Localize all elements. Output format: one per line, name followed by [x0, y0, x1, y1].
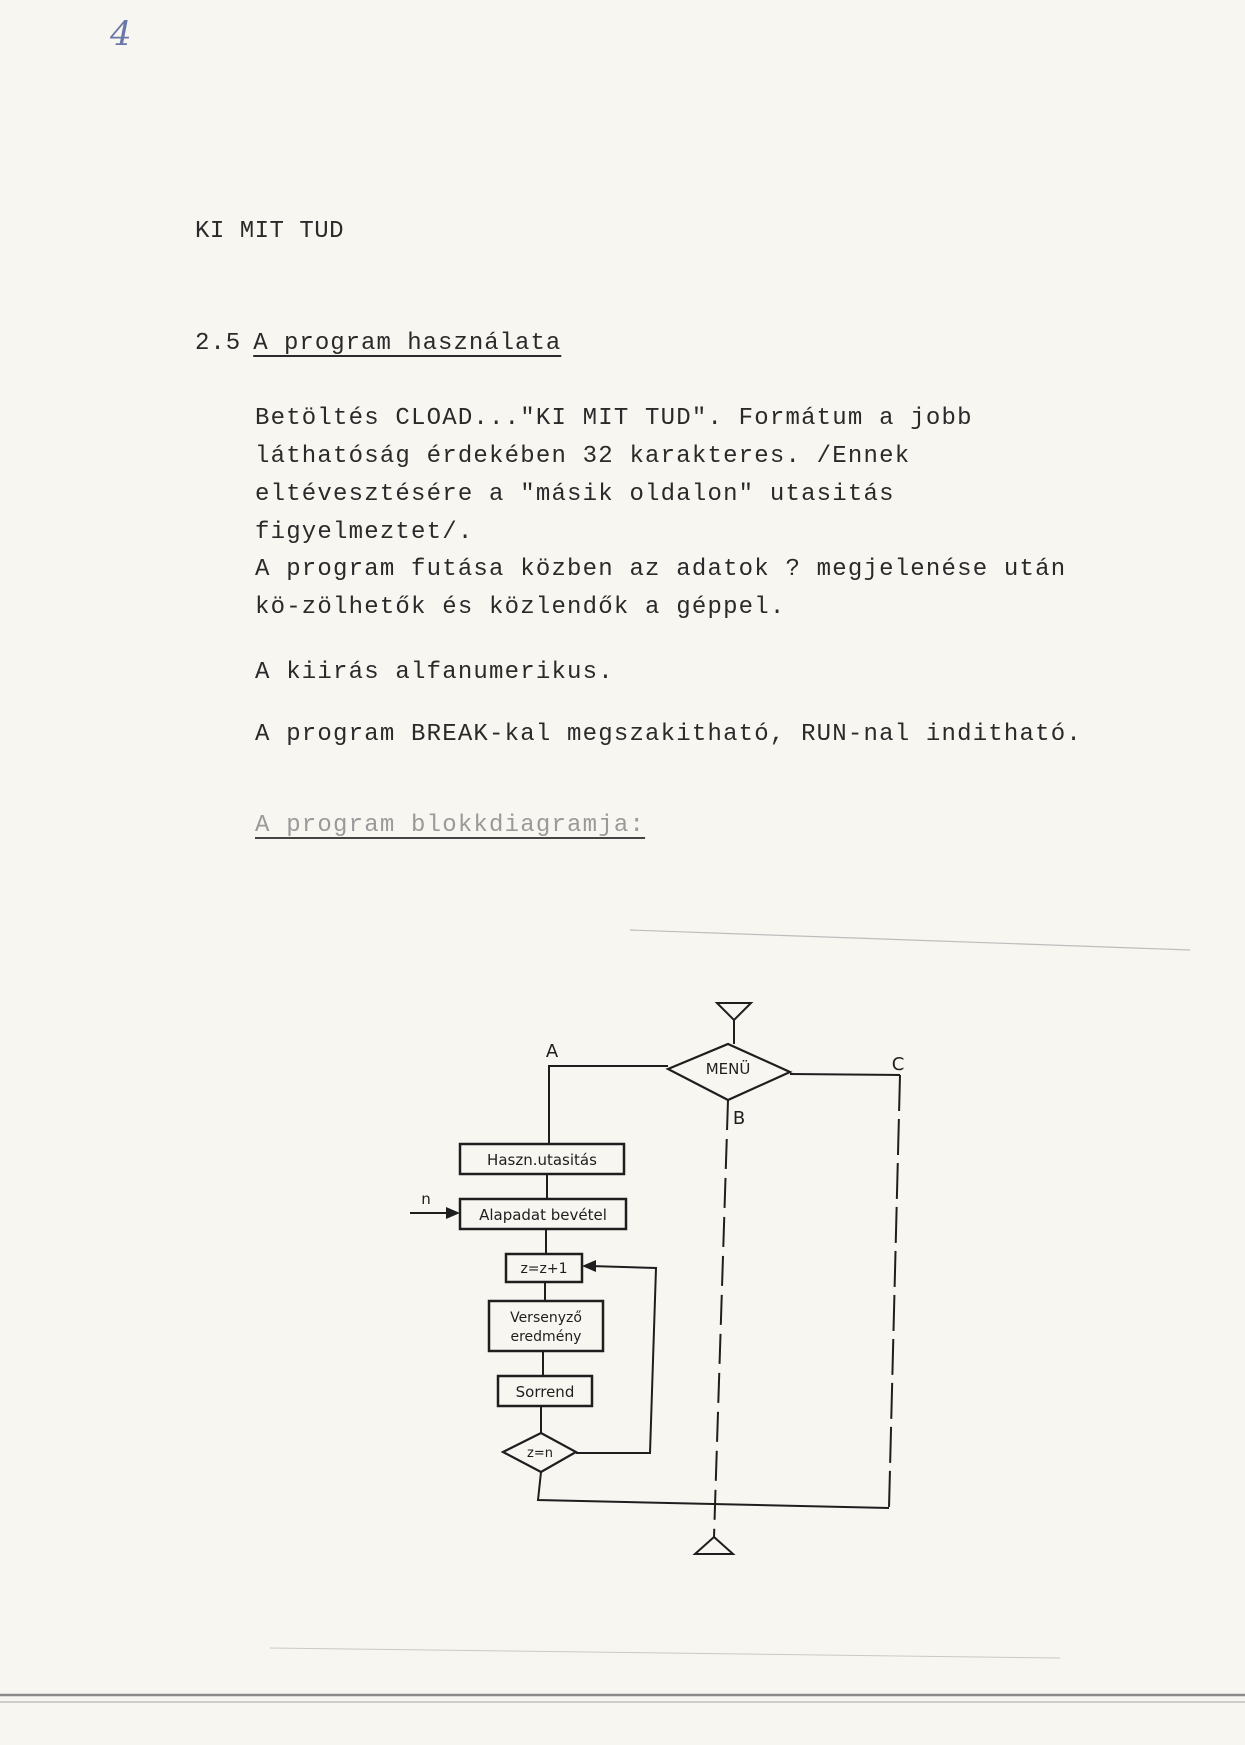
- loop-back-line: [576, 1266, 656, 1453]
- branch-c-line: [889, 1075, 900, 1508]
- start-triangle: [717, 1003, 751, 1020]
- menu-label: MENÜ: [705, 1060, 751, 1078]
- counter-box-label: z=z+1: [520, 1261, 568, 1277]
- input-arrow-head: [446, 1207, 460, 1219]
- scan-line: [630, 930, 1190, 950]
- loop-back-arrow-head: [582, 1260, 596, 1272]
- section-number: 2.5: [195, 330, 242, 357]
- bottom-rule: [0, 1690, 1245, 1730]
- branch-c-top: [790, 1074, 900, 1075]
- branch-a-line: [549, 1066, 668, 1144]
- branch-b-label: B: [732, 1108, 746, 1129]
- branch-a-label: A: [545, 1041, 559, 1062]
- paragraph-loading: Betöltés CLOAD..."KI MIT TUD". Formátum a jobb láthatóság érdekében 32 karakteres. /Ennek eltévesztésére a "másik oldalon" utasitás figyelmeztet/.: [255, 405, 973, 546]
- sort-box-label: Sorrend: [515, 1383, 575, 1401]
- document-title: KI MIT TUD: [195, 218, 345, 245]
- paragraph-control: A program BREAK-kal megszakitható, RUN-nal inditható.: [255, 721, 1082, 748]
- branch-c-label: C: [891, 1054, 905, 1075]
- loop-decision-label: z=n: [527, 1446, 553, 1461]
- page-number: 4: [110, 14, 132, 54]
- result-box-label-2: eredmény: [510, 1329, 582, 1345]
- diagram-heading: A program blokkdiagramja:: [255, 812, 646, 839]
- scan-line-bottom: [270, 1648, 1060, 1658]
- input-n-label: n: [421, 1190, 431, 1208]
- branch-b-line: [714, 1100, 728, 1537]
- paragraph-output: A kiirás alfanumerikus.: [255, 659, 614, 686]
- paragraph-runtime: A program futása közben az adatok ? megjelenése után kö-zölhetők és közlendők a géppel.: [255, 556, 1067, 621]
- end-triangle: [695, 1537, 733, 1554]
- section-title: A program használata: [253, 330, 562, 357]
- result-box-label-1: Versenyző: [510, 1310, 582, 1326]
- usage-box-label: Haszn.utasitás: [487, 1151, 597, 1169]
- input-box-label: Alapadat bevétel: [479, 1206, 607, 1224]
- return-line: [538, 1472, 889, 1508]
